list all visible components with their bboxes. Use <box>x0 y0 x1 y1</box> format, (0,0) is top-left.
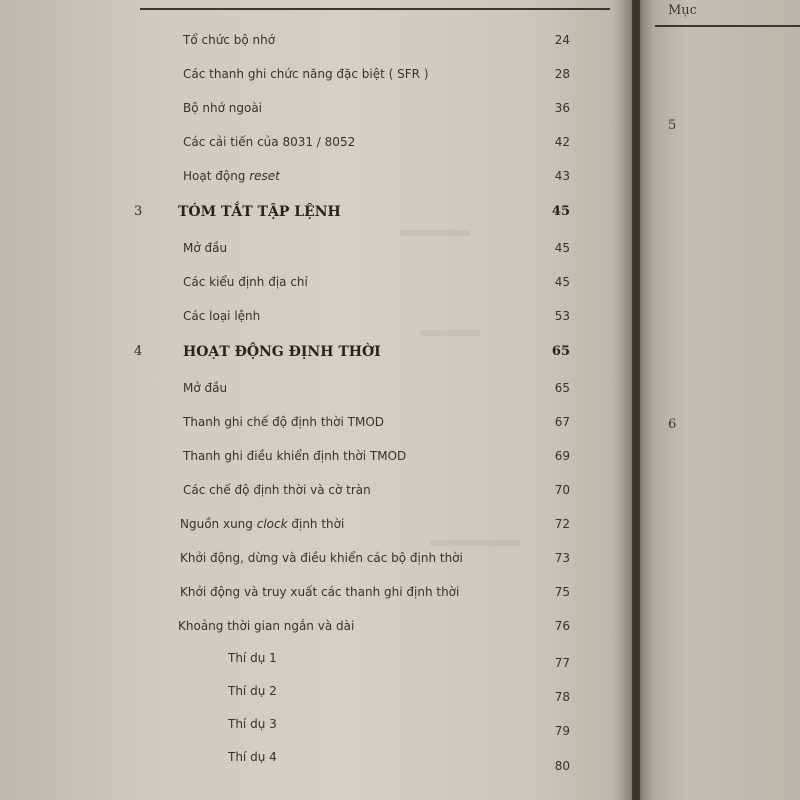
toc-entry-title: Các kiểu định địa chỉ <box>183 275 308 289</box>
toc-entry-page: 45 <box>551 204 570 219</box>
toc-entry-page: 67 <box>554 415 570 429</box>
toc-entry-page: 43 <box>554 169 570 183</box>
bleed-through-shadow <box>420 330 480 336</box>
toc-entry-title: Khởi động, dừng và điều khiển các bộ định thời <box>180 551 463 565</box>
toc-entry-page: 28 <box>554 67 570 81</box>
toc-entry-page: 53 <box>554 309 570 323</box>
toc-entry <box>0 619 632 639</box>
chapter-number: 3 <box>134 204 143 219</box>
bleed-through-shadow <box>430 540 520 546</box>
toc-entry <box>0 275 632 295</box>
toc-entry-page: 80 <box>554 759 570 773</box>
toc-entry-title: Khởi động và truy xuất các thanh ghi định thời <box>180 585 460 599</box>
toc-entry-title: Các thanh ghi chức năng đặc biệt ( SFR ) <box>183 67 429 81</box>
toc-entry-title: Tổ chức bộ nhớ <box>183 33 276 47</box>
toc-entry-page: 45 <box>554 241 570 255</box>
toc-chapter <box>0 344 632 364</box>
toc-entry <box>0 551 632 571</box>
toc-entry-page: 76 <box>554 619 570 633</box>
toc-entry-page: 36 <box>554 101 570 115</box>
toc-entry <box>0 750 632 773</box>
toc-entry-page: 73 <box>554 551 570 565</box>
toc-entry-title: Thí dụ 2 <box>228 684 277 698</box>
header-rule <box>140 8 610 10</box>
toc-entry <box>0 309 632 329</box>
toc-entry-page: 45 <box>554 275 570 289</box>
toc-entry <box>0 241 632 261</box>
chapter-number: 4 <box>134 344 143 359</box>
toc-entry-page: 42 <box>554 135 570 149</box>
toc-entry-page: 65 <box>551 344 570 359</box>
toc-entry-page: 69 <box>554 449 570 463</box>
toc-entry <box>0 169 632 189</box>
toc-entry-page: 79 <box>554 724 570 738</box>
toc-entry-title: Thanh ghi chế độ định thời TMOD <box>183 415 385 429</box>
toc-entry <box>0 684 632 704</box>
toc-entry <box>0 517 632 537</box>
toc-entry <box>0 585 632 605</box>
toc-entry-page: 72 <box>554 517 570 531</box>
toc-entry-page: 78 <box>554 690 570 704</box>
toc-entry-title: Các chế độ định thời và cờ tràn <box>183 483 371 497</box>
toc-entry-title: Thí dụ 3 <box>228 717 277 731</box>
right-page-number: 6 <box>668 417 677 432</box>
toc-entry-page: 77 <box>554 656 570 670</box>
toc-entry <box>0 651 632 671</box>
toc-entry-title-italic: clock <box>256 517 288 531</box>
toc-entry-title-italic: reset <box>249 169 280 183</box>
toc-entry-page: 24 <box>554 33 570 47</box>
toc-entry <box>0 67 632 87</box>
toc-entry-title-text: định thời <box>287 517 345 531</box>
bleed-through-shadow <box>400 230 470 236</box>
right-page-number: 5 <box>668 118 677 133</box>
toc-entry-title: Thí dụ 4 <box>228 750 277 764</box>
toc-entry <box>0 135 632 155</box>
toc-entry <box>0 449 632 469</box>
toc-entry <box>0 381 632 401</box>
toc-entry-title: Mở đầu <box>183 381 228 395</box>
toc-entry-title: Các cải tiến của 8031 / 8052 <box>183 135 356 149</box>
toc-entry-title: Các loại lệnh <box>183 309 261 323</box>
toc-entry <box>0 101 632 121</box>
toc-entry-title: Thí dụ 1 <box>228 651 277 665</box>
toc-entry-title <box>183 169 280 183</box>
header-rule-right <box>655 25 800 27</box>
right-page-running-head: Mục <box>668 3 697 18</box>
toc-entry-title-text: Hoạt động <box>183 169 250 183</box>
toc-entry-page: 65 <box>554 381 570 395</box>
next-page-edge <box>640 0 800 800</box>
toc-entry-title: Bộ nhớ ngoài <box>183 101 263 115</box>
toc-entry <box>0 415 632 435</box>
chapter-title: HOẠT ĐỘNG ĐỊNH THỜI <box>183 344 381 360</box>
toc-entry-page: 70 <box>554 483 570 497</box>
chapter-title: TÓM TẮT TẬP LỆNH <box>178 204 341 220</box>
toc-entry <box>0 33 632 53</box>
toc-chapter <box>0 204 632 224</box>
toc-entry-title: Thanh ghi điều khiển định thời TMOD <box>183 449 407 463</box>
toc-entry-title: Mở đầu <box>183 241 228 255</box>
toc-entry-page: 75 <box>554 585 570 599</box>
toc-entry <box>0 483 632 503</box>
toc-entry-title <box>180 517 344 531</box>
toc-entry <box>0 717 632 737</box>
toc-entry-title-text: Nguồn xung <box>180 517 257 531</box>
toc-entry-title: Khoảng thời gian ngắn và dài <box>178 619 355 633</box>
